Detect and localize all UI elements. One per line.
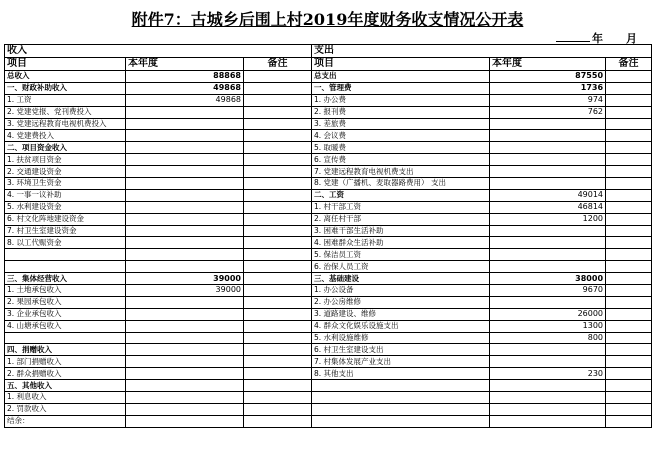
income-note bbox=[244, 213, 312, 225]
income-note bbox=[244, 380, 312, 392]
expense-value: 1300 bbox=[490, 320, 606, 332]
income-item: 结余： bbox=[5, 415, 126, 427]
expense-item bbox=[312, 392, 490, 404]
expense-note bbox=[606, 237, 652, 249]
table-row bbox=[5, 118, 652, 130]
expense-value bbox=[490, 261, 606, 273]
income-note bbox=[244, 403, 312, 415]
income-value bbox=[126, 213, 244, 225]
income-item: 二、项目资金收入 bbox=[5, 142, 126, 154]
expense-item: 2. 报刊费 bbox=[312, 106, 490, 118]
table-row bbox=[5, 213, 652, 225]
column-header-row bbox=[5, 58, 652, 71]
expense-value: 1736 bbox=[490, 82, 606, 94]
income-value: 49868 bbox=[126, 82, 244, 94]
table-row bbox=[5, 308, 652, 320]
table-row bbox=[5, 178, 652, 190]
expense-value: 26000 bbox=[490, 308, 606, 320]
income-note bbox=[244, 392, 312, 404]
year-blank bbox=[556, 41, 590, 42]
expense-item: 3. 差旅费 bbox=[312, 118, 490, 130]
expense-value bbox=[490, 118, 606, 130]
expense-value bbox=[490, 225, 606, 237]
income-item bbox=[5, 261, 126, 273]
income-note bbox=[244, 166, 312, 178]
income-value bbox=[126, 261, 244, 273]
income-col-note: 备注 bbox=[244, 58, 312, 71]
table-row bbox=[5, 82, 652, 94]
income-note bbox=[244, 189, 312, 201]
income-note bbox=[244, 285, 312, 297]
expense-note bbox=[606, 189, 652, 201]
expense-note bbox=[606, 201, 652, 213]
income-section-label: 收入 bbox=[5, 45, 312, 58]
expense-item bbox=[312, 415, 490, 427]
income-note bbox=[244, 94, 312, 106]
income-note bbox=[244, 201, 312, 213]
expense-col-note: 备注 bbox=[606, 58, 652, 71]
income-item: 4. 一事一议补助 bbox=[5, 189, 126, 201]
expense-item: 4. 困难群众生活补助 bbox=[312, 237, 490, 249]
income-note bbox=[244, 356, 312, 368]
income-item: 四、捐赠收入 bbox=[5, 344, 126, 356]
expense-value bbox=[490, 154, 606, 166]
expense-note bbox=[606, 94, 652, 106]
expense-col-item: 项目 bbox=[312, 58, 490, 71]
table-row bbox=[5, 320, 652, 332]
expense-note bbox=[606, 392, 652, 404]
income-item: 2. 果园承包收入 bbox=[5, 296, 126, 308]
expense-note bbox=[606, 415, 652, 427]
expense-note bbox=[606, 320, 652, 332]
income-value bbox=[126, 356, 244, 368]
income-item: 4. 党建费投入 bbox=[5, 130, 126, 142]
income-value bbox=[126, 178, 244, 190]
income-value bbox=[126, 403, 244, 415]
income-item: 6. 村文化阵地建设资金 bbox=[5, 213, 126, 225]
income-item: 1. 利息收入 bbox=[5, 392, 126, 404]
income-note bbox=[244, 178, 312, 190]
expense-item: 6. 村卫生室建设支出 bbox=[312, 344, 490, 356]
income-item: 一、财政补助收入 bbox=[5, 82, 126, 94]
income-value bbox=[126, 237, 244, 249]
income-note bbox=[244, 130, 312, 142]
expense-note bbox=[606, 308, 652, 320]
income-item: 3. 企业承包收入 bbox=[5, 308, 126, 320]
table-row bbox=[5, 166, 652, 178]
table-row bbox=[5, 225, 652, 237]
income-note bbox=[244, 82, 312, 94]
expense-value bbox=[490, 166, 606, 178]
expense-note bbox=[606, 130, 652, 142]
table-row bbox=[5, 356, 652, 368]
table-row bbox=[5, 296, 652, 308]
expense-value bbox=[490, 178, 606, 190]
income-item: 4. 山塘承包收入 bbox=[5, 320, 126, 332]
income-item: 7. 村卫生室建设资金 bbox=[5, 225, 126, 237]
table-row bbox=[5, 71, 652, 83]
expense-note bbox=[606, 285, 652, 297]
expense-item: 总支出 bbox=[312, 71, 490, 83]
income-value bbox=[126, 154, 244, 166]
table-row bbox=[5, 415, 652, 427]
table-row bbox=[5, 403, 652, 415]
table-row bbox=[5, 249, 652, 261]
expense-note bbox=[606, 225, 652, 237]
expense-item: 7. 党建远程教育电视机费支出 bbox=[312, 166, 490, 178]
expense-item: 6. 宣传费 bbox=[312, 154, 490, 166]
income-note bbox=[244, 142, 312, 154]
income-note bbox=[244, 225, 312, 237]
expense-item: 8. 党建（广播机、麦取器路费用） 支出 bbox=[312, 178, 490, 190]
income-note bbox=[244, 71, 312, 83]
income-value bbox=[126, 225, 244, 237]
expense-item bbox=[312, 380, 490, 392]
income-note bbox=[244, 332, 312, 344]
income-value bbox=[126, 118, 244, 130]
expense-item: 1. 办公设备 bbox=[312, 285, 490, 297]
income-item: 2. 群众捐赠收入 bbox=[5, 368, 126, 380]
income-note bbox=[244, 296, 312, 308]
income-value: 39000 bbox=[126, 285, 244, 297]
expense-item: 1. 村干部工资 bbox=[312, 201, 490, 213]
expense-value bbox=[490, 130, 606, 142]
expense-value bbox=[490, 237, 606, 249]
expense-item bbox=[312, 403, 490, 415]
expense-note bbox=[606, 154, 652, 166]
expense-note bbox=[606, 166, 652, 178]
expense-value: 230 bbox=[490, 368, 606, 380]
table-row bbox=[5, 380, 652, 392]
expense-value: 9670 bbox=[490, 285, 606, 297]
table-row bbox=[5, 130, 652, 142]
table-row bbox=[5, 392, 652, 404]
expense-value: 46814 bbox=[490, 201, 606, 213]
table-row bbox=[5, 285, 652, 297]
income-note bbox=[244, 154, 312, 166]
income-note bbox=[244, 249, 312, 261]
expense-note bbox=[606, 368, 652, 380]
income-value bbox=[126, 249, 244, 261]
expense-col-current: 本年度 bbox=[490, 58, 606, 71]
income-item: 5. 水利建设资金 bbox=[5, 201, 126, 213]
expense-item: 二、工资 bbox=[312, 189, 490, 201]
section-header-row bbox=[5, 45, 652, 58]
income-note bbox=[244, 118, 312, 130]
income-note bbox=[244, 368, 312, 380]
income-item: 3. 环境卫生资金 bbox=[5, 178, 126, 190]
income-value bbox=[126, 380, 244, 392]
expense-value: 1200 bbox=[490, 213, 606, 225]
income-value bbox=[126, 344, 244, 356]
income-item bbox=[5, 332, 126, 344]
expense-note bbox=[606, 106, 652, 118]
expense-item: 6. 治保人员工资 bbox=[312, 261, 490, 273]
income-note bbox=[244, 415, 312, 427]
income-item: 1. 工资 bbox=[5, 94, 126, 106]
table-row bbox=[5, 332, 652, 344]
table-row bbox=[5, 142, 652, 154]
income-value bbox=[126, 415, 244, 427]
table-row bbox=[5, 154, 652, 166]
expense-value bbox=[490, 296, 606, 308]
expense-note bbox=[606, 118, 652, 130]
expense-note bbox=[606, 213, 652, 225]
expense-value: 87550 bbox=[490, 71, 606, 83]
expense-value: 974 bbox=[490, 94, 606, 106]
expense-note bbox=[606, 261, 652, 273]
income-value bbox=[126, 201, 244, 213]
income-value bbox=[126, 166, 244, 178]
expense-note bbox=[606, 249, 652, 261]
expense-item: 8. 其他支出 bbox=[312, 368, 490, 380]
expense-item: 5. 保洁员工资 bbox=[312, 249, 490, 261]
expense-value bbox=[490, 415, 606, 427]
income-item: 1. 土地承包收入 bbox=[5, 285, 126, 297]
expense-item: 2. 办公房维修 bbox=[312, 296, 490, 308]
expense-value: 800 bbox=[490, 332, 606, 344]
expense-note bbox=[606, 273, 652, 285]
expense-value: 49014 bbox=[490, 189, 606, 201]
expense-value: 762 bbox=[490, 106, 606, 118]
expense-note bbox=[606, 71, 652, 83]
expense-item: 4. 群众文化娱乐设施支出 bbox=[312, 320, 490, 332]
income-note bbox=[244, 106, 312, 118]
expense-value bbox=[490, 142, 606, 154]
income-value bbox=[126, 130, 244, 142]
income-value bbox=[126, 106, 244, 118]
income-value: 88868 bbox=[126, 71, 244, 83]
income-value bbox=[126, 332, 244, 344]
expense-item: 三、基础建设 bbox=[312, 273, 490, 285]
expense-note bbox=[606, 296, 652, 308]
income-note bbox=[244, 273, 312, 285]
expense-item: 3. 困难干部生活补助 bbox=[312, 225, 490, 237]
year-label: 年 bbox=[592, 32, 604, 45]
income-col-current: 本年度 bbox=[126, 58, 244, 71]
income-col-item: 项目 bbox=[5, 58, 126, 71]
expense-note bbox=[606, 356, 652, 368]
income-item: 三、集体经营收入 bbox=[5, 273, 126, 285]
table-row bbox=[5, 237, 652, 249]
income-value bbox=[126, 392, 244, 404]
expense-item: 一、管理费 bbox=[312, 82, 490, 94]
table-row bbox=[5, 368, 652, 380]
table-row bbox=[5, 261, 652, 273]
month-label: 月 bbox=[626, 32, 637, 45]
expense-item: 7. 村集体发展产业支出 bbox=[312, 356, 490, 368]
expense-note bbox=[606, 82, 652, 94]
income-item bbox=[5, 249, 126, 261]
income-item: 2. 党建党报、党刊费投入 bbox=[5, 106, 126, 118]
expense-note bbox=[606, 332, 652, 344]
expense-value bbox=[490, 344, 606, 356]
expense-item: 3. 道路建设、维修 bbox=[312, 308, 490, 320]
expense-note bbox=[606, 344, 652, 356]
table-row bbox=[5, 106, 652, 118]
table-row bbox=[5, 273, 652, 285]
expense-item: 2. 离任村干部 bbox=[312, 213, 490, 225]
expense-note bbox=[606, 178, 652, 190]
expense-value bbox=[490, 249, 606, 261]
income-value: 39000 bbox=[126, 273, 244, 285]
income-value bbox=[126, 189, 244, 201]
table-row bbox=[5, 344, 652, 356]
finance-table bbox=[4, 44, 652, 428]
income-value bbox=[126, 142, 244, 154]
income-note bbox=[244, 344, 312, 356]
expense-value bbox=[490, 392, 606, 404]
income-item: 总收入 bbox=[5, 71, 126, 83]
expense-value bbox=[490, 356, 606, 368]
income-note bbox=[244, 261, 312, 273]
expense-note bbox=[606, 142, 652, 154]
income-note bbox=[244, 308, 312, 320]
expense-section-label: 支出 bbox=[312, 45, 652, 58]
income-note bbox=[244, 237, 312, 249]
income-value bbox=[126, 320, 244, 332]
expense-item: 5. 水利设施维修 bbox=[312, 332, 490, 344]
table-row bbox=[5, 189, 652, 201]
income-note bbox=[244, 320, 312, 332]
income-value bbox=[126, 296, 244, 308]
income-item: 2. 罚款收入 bbox=[5, 403, 126, 415]
income-item: 1. 部门捐赠收入 bbox=[5, 356, 126, 368]
income-item: 1. 扶贫项目资金 bbox=[5, 154, 126, 166]
income-value bbox=[126, 368, 244, 380]
expense-value bbox=[490, 403, 606, 415]
expense-value bbox=[490, 380, 606, 392]
income-item: 五、其他收入 bbox=[5, 380, 126, 392]
income-item: 2. 交通建设资金 bbox=[5, 166, 126, 178]
income-item: 3. 党建远程教育电视机费投入 bbox=[5, 118, 126, 130]
expense-note bbox=[606, 403, 652, 415]
expense-item: 4. 会议费 bbox=[312, 130, 490, 142]
income-value: 49868 bbox=[126, 94, 244, 106]
income-value bbox=[126, 308, 244, 320]
expense-item: 5. 取暖费 bbox=[312, 142, 490, 154]
expense-note bbox=[606, 380, 652, 392]
table-row bbox=[5, 94, 652, 106]
expense-value: 38000 bbox=[490, 273, 606, 285]
page-title: 附件7：古城乡后围上村2019年度财务收支情况公开表 bbox=[131, 10, 524, 29]
income-item: 8. 以工代赈资金 bbox=[5, 237, 126, 249]
expense-item: 1. 办公费 bbox=[312, 94, 490, 106]
table-row bbox=[5, 201, 652, 213]
